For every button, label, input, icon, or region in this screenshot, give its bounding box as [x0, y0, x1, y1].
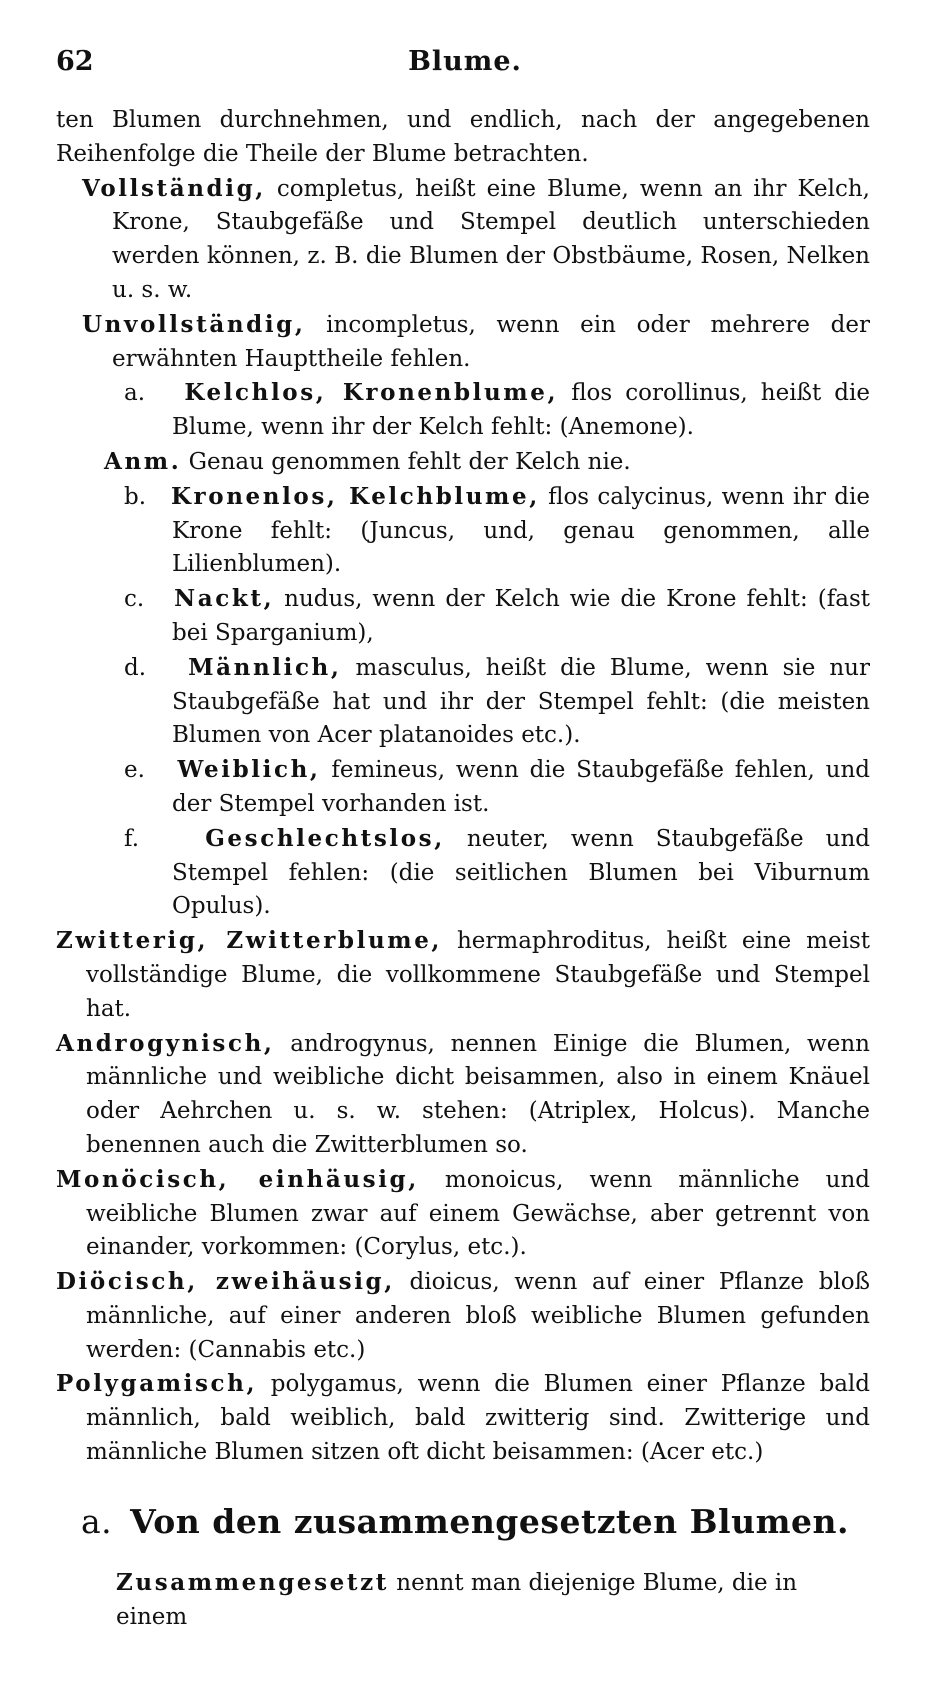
intro-paragraph [56, 104, 870, 172]
term: Diöcisch, zweihäusig, [56, 1268, 395, 1296]
term: Geschlechtslos, [205, 824, 445, 852]
entry-a-kelchlos [56, 376, 870, 445]
definition: nennt man diejenige Blume, die in einem [116, 1570, 798, 1630]
entry-polygamisch [56, 1367, 870, 1469]
definition: monoicus, wenn männliche und weibliche Blumen zwar auf einem Gewächse, aber getrennt von einander, vorkommen: (Corylus, etc.). [86, 1166, 870, 1261]
section-title: Von den zusammengesetzten Blumen. [130, 1502, 849, 1541]
term: Androgynisch, [56, 1029, 275, 1057]
definition: polygamus, wenn die Blumen einer Pflanze bald männlich, bald weiblich, bald zwitterig sind. Zwitterige und männliche Blumen sitzen oft dicht beisammen: (Acer etc.) [86, 1371, 870, 1466]
entry-e-weiblich [56, 753, 870, 822]
definition: flos calycinus, wenn ihr die Krone fehlt: (Juncus, und, genau genommen, alle Lilienblumen). [172, 483, 870, 578]
entry-f-geschlechtslos [56, 822, 870, 924]
term: Kronenlos, Kelchblume, [170, 482, 540, 510]
definition: hermaphroditus, heißt eine meist vollständige Blume, die vollkommene Staubgefäße und Stempel hat. [86, 928, 870, 1022]
entry-androgynisch [56, 1027, 870, 1163]
entry-dioecisch [56, 1265, 870, 1367]
annotation [56, 445, 870, 480]
page-number: 62 [56, 46, 94, 77]
term: Unvollständig, [82, 310, 306, 338]
entry-b-kronenlos [56, 480, 870, 582]
item-label: d. [124, 654, 147, 681]
intro-text: ten Blumen durchnehmen, und endlich, nach der angegebenen Reihenfolge die Theile der Blume betrachten. [56, 107, 870, 167]
definition: nudus, wenn der Kelch wie die Krone fehlt: (fast bei Sparganium), [172, 586, 870, 646]
definition: neuter, wenn Staubgefäße und Stempel fehlen: (die seitlichen Blumen bei Viburnum Opulus). [172, 825, 870, 920]
item-label: a. [124, 380, 146, 407]
term: Nackt, [174, 585, 275, 613]
term: Polygamisch, [56, 1370, 258, 1398]
term: Männlich, [188, 653, 342, 681]
section-label: a. [81, 1502, 113, 1541]
page-body [56, 104, 870, 1470]
term: Zwitterig, Zwitterblume, [56, 927, 443, 955]
definition: androgynus, nennen Einige die Blumen, wenn männliche und weibliche dicht beisammen, also in einem Knäuel oder Aehrchen u. s. w. stehen: (Atriplex, Holcus). Manche benennen auch die Zwitterblumen so. [86, 1030, 870, 1158]
term: Kelchlos, Kronenblume, [184, 379, 559, 407]
definition: completus, heißt eine Blume, wenn an ihr Kelch, Krone, Staubgefäße und Stempel deutlich unterschieden werden können, z. B. die Blumen der Obstbäume, Rosen, Nelken u. s. w. [112, 175, 870, 303]
entry-vollstaendig [56, 172, 870, 308]
anm-text: Genau genommen fehlt der Kelch nie. [181, 448, 631, 475]
term: Weiblich, [177, 756, 321, 784]
definition: flos corollinus, heißt die Blume, wenn ihr der Kelch fehlt: (Anemone). [172, 380, 870, 441]
definition: dioicus, wenn auf einer Pflanze bloß männliche, auf einer anderen bloß weibliche Blumen gefunden werden: (Cannabis etc.) [86, 1269, 870, 1363]
item-label: b. [124, 483, 147, 510]
running-title: Blume. [408, 46, 522, 77]
section-heading [0, 1502, 930, 1541]
definition: femineus, wenn die Staubgefäße fehlen, und der Stempel vorhanden ist. [172, 757, 871, 817]
term: Vollständig, [82, 174, 266, 202]
entry-d-maennlich [56, 651, 870, 753]
term: Zusammengesetzt [116, 1569, 389, 1596]
entry-unvollstaendig [56, 308, 870, 377]
anm-label: Anm. [104, 447, 182, 475]
section-first-line [116, 1566, 870, 1635]
item-label: c. [124, 586, 145, 613]
entry-zwitterig [56, 924, 870, 1026]
item-label: f. [124, 825, 140, 852]
entry-c-nackt [56, 582, 870, 651]
term: Monöcisch, einhäusig, [56, 1165, 419, 1193]
item-label: e. [124, 757, 145, 784]
definition: incompletus, wenn ein oder mehrere der erwähnten Haupttheile fehlen. [112, 311, 870, 372]
definition: masculus, heißt die Blume, wenn sie nur Staubgefäße hat und ihr der Stempel fehlt: (die meisten Blumen von Acer platanoides etc.). [172, 654, 870, 749]
entry-monoecisch [56, 1163, 870, 1265]
